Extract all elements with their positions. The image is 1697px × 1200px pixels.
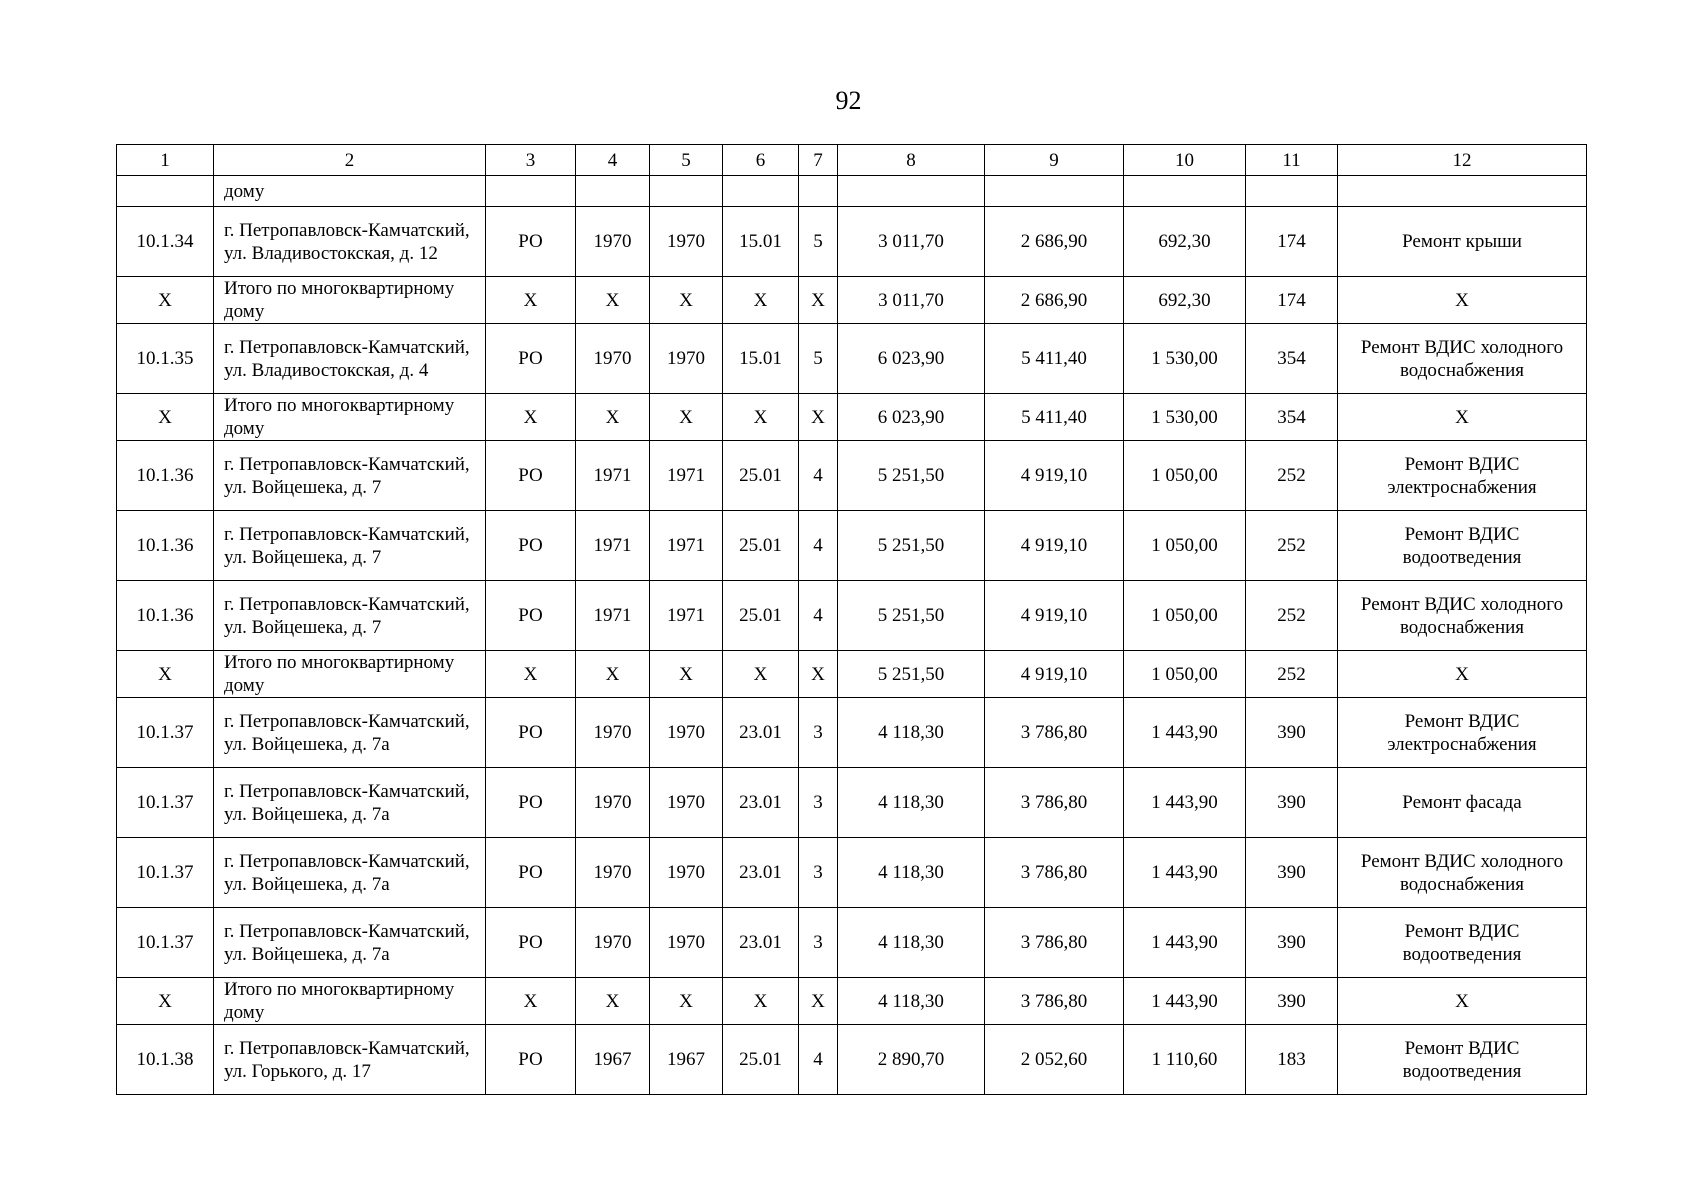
table-cell xyxy=(650,176,723,207)
cell-living-area: 4 919,10 xyxy=(985,511,1124,581)
table-cell xyxy=(838,176,985,207)
cell-work-type: Х xyxy=(1338,277,1587,324)
table-cell xyxy=(117,176,214,207)
cell-year-built: 1970 xyxy=(576,207,650,277)
cell-year-commissioned: 1970 xyxy=(650,698,723,768)
cell-living-area: 2 686,90 xyxy=(985,277,1124,324)
cell-year-commissioned: Х xyxy=(650,394,723,441)
cell-floors: 3 xyxy=(799,698,838,768)
cell-total-area: 5 251,50 xyxy=(838,651,985,698)
cell-residents: 252 xyxy=(1246,651,1338,698)
cell-living-area: 2 052,60 xyxy=(985,1025,1124,1095)
cell-floors: Х xyxy=(799,277,838,324)
cell-residents: 252 xyxy=(1246,581,1338,651)
continuation-row xyxy=(117,176,1587,207)
cell-year-commissioned: 1971 xyxy=(650,511,723,581)
cell-floors: 5 xyxy=(799,324,838,394)
cell-living-area: 2 686,90 xyxy=(985,207,1124,277)
cell-wall-material: 25.01 xyxy=(723,1025,799,1095)
cell-wall-material: 23.01 xyxy=(723,838,799,908)
table-row xyxy=(117,908,1587,978)
cell-floors: 4 xyxy=(799,581,838,651)
cell-program: РО xyxy=(486,581,576,651)
cell-row-id: Х xyxy=(117,978,214,1025)
cell-row-id: 10.1.37 xyxy=(117,768,214,838)
cell-year-built: Х xyxy=(576,978,650,1025)
cell-work-type: Ремонт ВДИС холодного водоснабжения xyxy=(1338,581,1587,651)
cell-row-id: 10.1.34 xyxy=(117,207,214,277)
cell-living-area: 4 919,10 xyxy=(985,581,1124,651)
table-row xyxy=(117,441,1587,511)
table-cell xyxy=(1246,176,1338,207)
cell-residents: 174 xyxy=(1246,207,1338,277)
cell-floors: Х xyxy=(799,394,838,441)
cell-floors: 5 xyxy=(799,207,838,277)
cell-living-area: 3 786,80 xyxy=(985,908,1124,978)
cell-year-built: 1970 xyxy=(576,324,650,394)
column-number: 5 xyxy=(650,145,723,176)
cell-work-type: Ремонт фасада xyxy=(1338,768,1587,838)
cell-residents: 252 xyxy=(1246,511,1338,581)
table-row xyxy=(117,838,1587,908)
table-row xyxy=(117,698,1587,768)
column-number: 10 xyxy=(1124,145,1246,176)
cell-address: г. Петропавловск-Камчатский, ул. Войцешека, д. 7а xyxy=(214,908,486,978)
cell-residents: 390 xyxy=(1246,838,1338,908)
cell-year-commissioned: 1970 xyxy=(650,768,723,838)
cell-nonliving-area: 692,30 xyxy=(1124,207,1246,277)
cell-address: Итого по многоквартирному дому xyxy=(214,651,486,698)
cell-residents: 174 xyxy=(1246,277,1338,324)
cell-total-area: 4 118,30 xyxy=(838,908,985,978)
cell-floors: Х xyxy=(799,978,838,1025)
cell-nonliving-area: 1 443,90 xyxy=(1124,768,1246,838)
cell-year-built: 1971 xyxy=(576,441,650,511)
cell-program: РО xyxy=(486,511,576,581)
cell-total-area: 4 118,30 xyxy=(838,838,985,908)
cell-nonliving-area: 1 050,00 xyxy=(1124,651,1246,698)
cell-year-commissioned: Х xyxy=(650,651,723,698)
cell-program: Х xyxy=(486,651,576,698)
page-number: 92 xyxy=(835,86,862,115)
cell-work-type: Ремонт ВДИС водоотведения xyxy=(1338,908,1587,978)
cell-total-area: 6 023,90 xyxy=(838,324,985,394)
cell-total-area: 5 251,50 xyxy=(838,441,985,511)
cell-floors: 3 xyxy=(799,838,838,908)
column-number: 3 xyxy=(486,145,576,176)
cell-work-type: Х xyxy=(1338,394,1587,441)
cell-row-id: Х xyxy=(117,277,214,324)
cell-wall-material: 23.01 xyxy=(723,698,799,768)
cell-program: РО xyxy=(486,324,576,394)
column-number: 2 xyxy=(214,145,486,176)
cell-address: Итого по многоквартирному дому xyxy=(214,277,486,324)
cell-nonliving-area: 1 050,00 xyxy=(1124,581,1246,651)
cell-total-area: 2 890,70 xyxy=(838,1025,985,1095)
cell-living-area: 3 786,80 xyxy=(985,768,1124,838)
cell-address: г. Петропавловск-Камчатский, ул. Войцешека, д. 7а xyxy=(214,698,486,768)
cell-nonliving-area: 1 110,60 xyxy=(1124,1025,1246,1095)
table-row xyxy=(117,1025,1587,1095)
table-cell xyxy=(1338,176,1587,207)
column-number: 6 xyxy=(723,145,799,176)
cell-living-area: 3 786,80 xyxy=(985,698,1124,768)
cell-year-commissioned: 1970 xyxy=(650,908,723,978)
cell-wall-material: 15.01 xyxy=(723,324,799,394)
cell-row-id: 10.1.38 xyxy=(117,1025,214,1095)
cell-program: Х xyxy=(486,394,576,441)
cell-work-type: Ремонт ВДИС холодного водоснабжения xyxy=(1338,838,1587,908)
column-number: 1 xyxy=(117,145,214,176)
table-cell xyxy=(985,176,1124,207)
subtotal-row xyxy=(117,978,1587,1025)
cell-work-type: Ремонт крыши xyxy=(1338,207,1587,277)
cell-year-built: 1970 xyxy=(576,698,650,768)
cell-row-id: 10.1.36 xyxy=(117,581,214,651)
cell-row-id: Х xyxy=(117,394,214,441)
table-cell xyxy=(799,176,838,207)
cell-wall-material: 23.01 xyxy=(723,768,799,838)
cell-total-area: 6 023,90 xyxy=(838,394,985,441)
cell-wall-material: Х xyxy=(723,978,799,1025)
cell-row-id: 10.1.36 xyxy=(117,441,214,511)
cell-work-type: Ремонт ВДИС электроснабжения xyxy=(1338,698,1587,768)
cell-program: РО xyxy=(486,838,576,908)
cell-year-built: 1970 xyxy=(576,768,650,838)
table-row xyxy=(117,207,1587,277)
cell-year-built: 1967 xyxy=(576,1025,650,1095)
column-number: 4 xyxy=(576,145,650,176)
cell-program: РО xyxy=(486,698,576,768)
table-cell xyxy=(486,176,576,207)
column-number: 7 xyxy=(799,145,838,176)
cell-wall-material: 23.01 xyxy=(723,908,799,978)
cell-total-area: 4 118,30 xyxy=(838,768,985,838)
cell-floors: 4 xyxy=(799,441,838,511)
cell-wall-material: 25.01 xyxy=(723,511,799,581)
cell-nonliving-area: 1 530,00 xyxy=(1124,394,1246,441)
cell-residents: 390 xyxy=(1246,768,1338,838)
cell-year-built: Х xyxy=(576,394,650,441)
cell-living-area: 4 919,10 xyxy=(985,651,1124,698)
cell-program: РО xyxy=(486,207,576,277)
cell-row-id: 10.1.36 xyxy=(117,511,214,581)
cell-nonliving-area: 1 530,00 xyxy=(1124,324,1246,394)
cell-residents: 390 xyxy=(1246,978,1338,1025)
cell-living-area: 3 786,80 xyxy=(985,838,1124,908)
cell-work-type: Ремонт ВДИС водоотведения xyxy=(1338,511,1587,581)
cell-residents: 390 xyxy=(1246,908,1338,978)
cell-nonliving-area: 1 443,90 xyxy=(1124,698,1246,768)
cell-work-type: Ремонт ВДИС электроснабжения xyxy=(1338,441,1587,511)
table-cell xyxy=(576,176,650,207)
cell-wall-material: 25.01 xyxy=(723,581,799,651)
column-number: 9 xyxy=(985,145,1124,176)
cell-year-commissioned: 1967 xyxy=(650,1025,723,1095)
cell-row-id: 10.1.37 xyxy=(117,698,214,768)
cell-address: г. Петропавловск-Камчатский, ул. Войцешека, д. 7 xyxy=(214,511,486,581)
cell-row-id: 10.1.37 xyxy=(117,908,214,978)
cell-nonliving-area: 1 443,90 xyxy=(1124,908,1246,978)
cell-year-commissioned: Х xyxy=(650,277,723,324)
cell-year-commissioned: 1970 xyxy=(650,207,723,277)
cell-total-area: 5 251,50 xyxy=(838,581,985,651)
cell-address: Итого по многоквартирному дому xyxy=(214,978,486,1025)
cell-nonliving-area: 1 443,90 xyxy=(1124,978,1246,1025)
cell-work-type: Х xyxy=(1338,978,1587,1025)
cell-total-area: 4 118,30 xyxy=(838,698,985,768)
column-number: 8 xyxy=(838,145,985,176)
cell-year-built: 1971 xyxy=(576,581,650,651)
cell-row-id: Х xyxy=(117,651,214,698)
cell-residents: 252 xyxy=(1246,441,1338,511)
cell-wall-material: 25.01 xyxy=(723,441,799,511)
cell-year-built: 1970 xyxy=(576,908,650,978)
column-number-row xyxy=(117,145,1587,176)
cell-total-area: 4 118,30 xyxy=(838,978,985,1025)
cell-year-built: Х xyxy=(576,277,650,324)
cell-living-area: 3 786,80 xyxy=(985,978,1124,1025)
cell-row-id: 10.1.35 xyxy=(117,324,214,394)
cell-floors: 3 xyxy=(799,908,838,978)
table-row xyxy=(117,581,1587,651)
cell-address: г. Петропавловск-Камчатский, ул. Войцешека, д. 7 xyxy=(214,581,486,651)
cell-living-area: 5 411,40 xyxy=(985,324,1124,394)
cell-program: РО xyxy=(486,908,576,978)
cell-work-type: Х xyxy=(1338,651,1587,698)
cell-nonliving-area: 1 050,00 xyxy=(1124,441,1246,511)
cell-year-commissioned: 1971 xyxy=(650,581,723,651)
cell-address: г. Петропавловск-Камчатский, ул. Владивостокская, д. 4 xyxy=(214,324,486,394)
cell-address: г. Петропавловск-Камчатский, ул. Горького, д. 17 xyxy=(214,1025,486,1095)
column-number: 11 xyxy=(1246,145,1338,176)
continuation-text: дому xyxy=(214,176,486,207)
cell-living-area: 4 919,10 xyxy=(985,441,1124,511)
subtotal-row xyxy=(117,277,1587,324)
cell-nonliving-area: 1 050,00 xyxy=(1124,511,1246,581)
cell-wall-material: Х xyxy=(723,277,799,324)
cell-program: РО xyxy=(486,768,576,838)
cell-living-area: 5 411,40 xyxy=(985,394,1124,441)
cell-residents: 183 xyxy=(1246,1025,1338,1095)
cell-residents: 354 xyxy=(1246,394,1338,441)
cell-row-id: 10.1.37 xyxy=(117,838,214,908)
cell-year-built: 1970 xyxy=(576,838,650,908)
cell-residents: 354 xyxy=(1246,324,1338,394)
cell-year-built: 1971 xyxy=(576,511,650,581)
cell-nonliving-area: 1 443,90 xyxy=(1124,838,1246,908)
cell-year-commissioned: 1970 xyxy=(650,324,723,394)
table-cell xyxy=(1124,176,1246,207)
cell-year-commissioned: 1970 xyxy=(650,838,723,908)
cell-program: Х xyxy=(486,978,576,1025)
cell-address: г. Петропавловск-Камчатский, ул. Войцешека, д. 7а xyxy=(214,768,486,838)
cell-work-type: Ремонт ВДИС водоотведения xyxy=(1338,1025,1587,1095)
cell-floors: 4 xyxy=(799,1025,838,1095)
cell-floors: 4 xyxy=(799,511,838,581)
table-cell xyxy=(723,176,799,207)
cell-address: г. Петропавловск-Камчатский, ул. Войцешека, д. 7 xyxy=(214,441,486,511)
cell-wall-material: 15.01 xyxy=(723,207,799,277)
cell-floors: 3 xyxy=(799,768,838,838)
cell-wall-material: Х xyxy=(723,651,799,698)
cell-year-commissioned: 1971 xyxy=(650,441,723,511)
cell-program: РО xyxy=(486,441,576,511)
table-row xyxy=(117,768,1587,838)
cell-year-commissioned: Х xyxy=(650,978,723,1025)
cell-work-type: Ремонт ВДИС холодного водоснабжения xyxy=(1338,324,1587,394)
cell-program: РО xyxy=(486,1025,576,1095)
cell-year-built: Х xyxy=(576,651,650,698)
subtotal-row xyxy=(117,651,1587,698)
cell-address: г. Петропавловск-Камчатский, ул. Войцешека, д. 7а xyxy=(214,838,486,908)
cell-floors: Х xyxy=(799,651,838,698)
cell-address: г. Петропавловск-Камчатский, ул. Владивостокская, д. 12 xyxy=(214,207,486,277)
column-number: 12 xyxy=(1338,145,1587,176)
repair-register-table xyxy=(116,144,1587,1095)
table-row xyxy=(117,324,1587,394)
cell-total-area: 5 251,50 xyxy=(838,511,985,581)
cell-residents: 390 xyxy=(1246,698,1338,768)
cell-nonliving-area: 692,30 xyxy=(1124,277,1246,324)
cell-total-area: 3 011,70 xyxy=(838,277,985,324)
subtotal-row xyxy=(117,394,1587,441)
cell-address: Итого по многоквартирному дому xyxy=(214,394,486,441)
cell-wall-material: Х xyxy=(723,394,799,441)
cell-program: Х xyxy=(486,277,576,324)
table-row xyxy=(117,511,1587,581)
cell-total-area: 3 011,70 xyxy=(838,207,985,277)
